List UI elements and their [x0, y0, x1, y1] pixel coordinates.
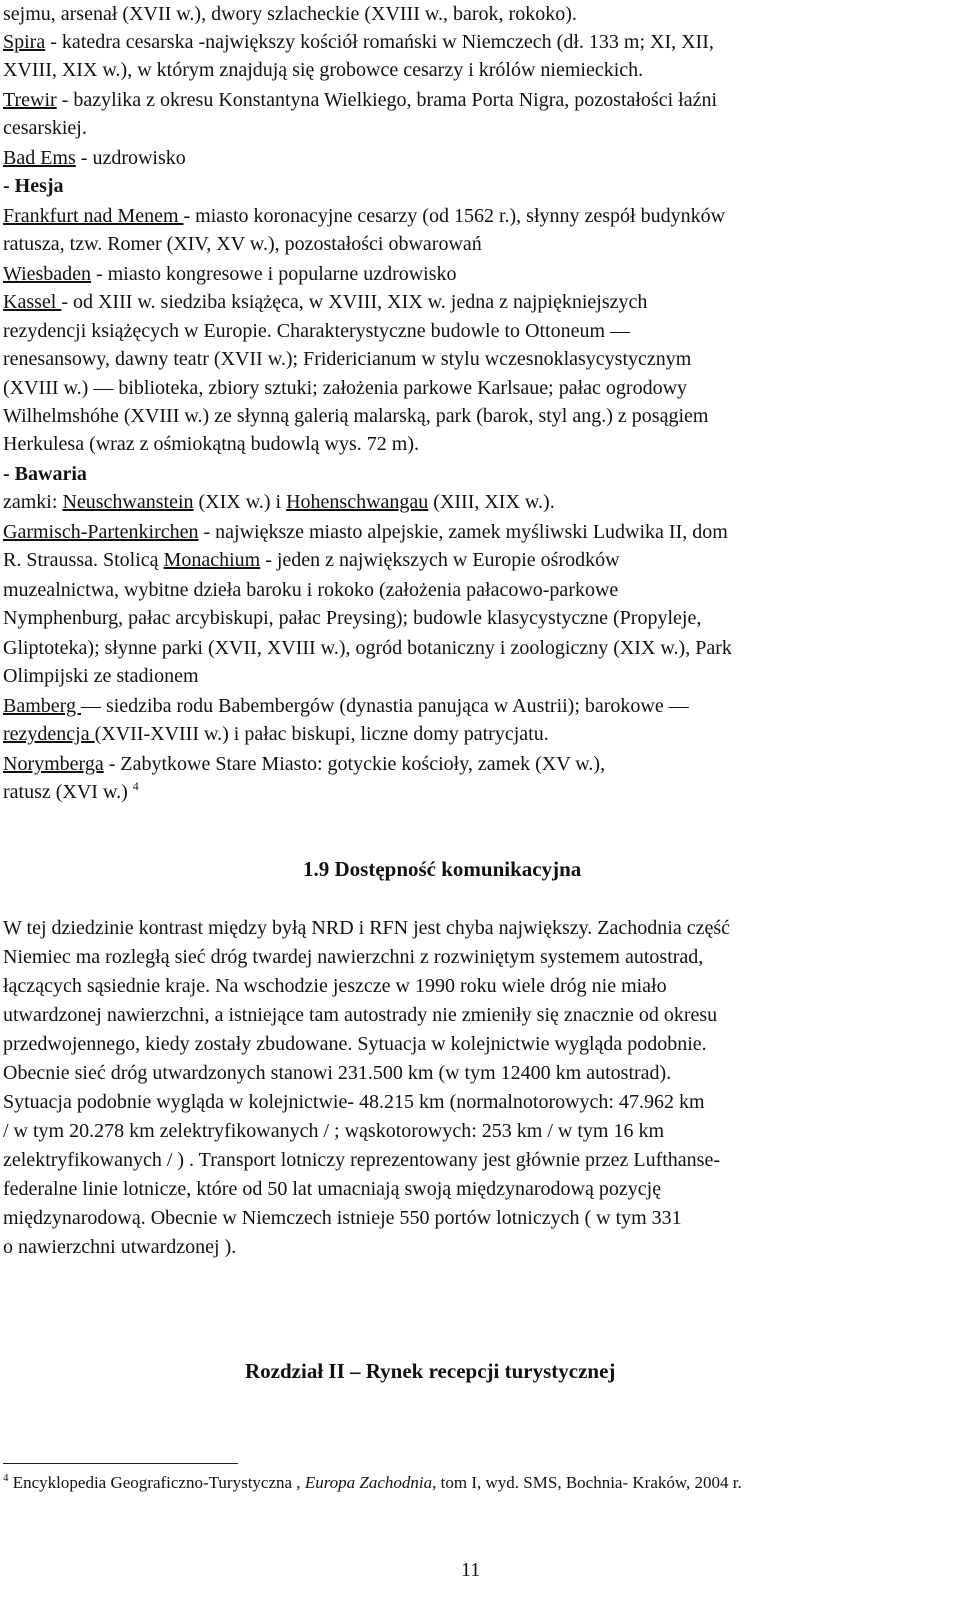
text-line: [3, 634, 732, 662]
text-line: [3, 114, 87, 142]
line-text: Gliptoteka); słynne parki (XVII, XVIII w.), ogród botaniczny i zoologiczny (XIX w.), Park: [3, 637, 732, 659]
text-line: [3, 374, 687, 402]
region-heading: - Hesja: [3, 175, 64, 197]
text-line: [3, 144, 186, 172]
line-text: (XVII-XVIII w.) i pałac biskupi, liczne domy patrycjatu.: [94, 723, 549, 745]
line-text: - największe miasto alpejskie, zamek myśliwski Ludwika II, dom: [198, 521, 728, 543]
place-name: Trewir: [3, 89, 57, 111]
place-name: Bad Ems: [3, 147, 76, 169]
place-name: Spira: [3, 31, 46, 53]
place-name: Wiesbaden: [3, 263, 92, 285]
place-name: Norymberga: [3, 753, 104, 775]
place-name: Bamberg: [3, 695, 81, 717]
line-text: - jeden z największych w Europie ośrodków: [260, 549, 620, 571]
text-line: [3, 518, 728, 546]
line-text: - od XIII w. siedziba książęca, w XVIII, XIX w. jedna z najpiękniejszych: [61, 291, 648, 313]
place-name: Frankfurt nad Menem: [3, 205, 184, 227]
footnote-mark: 4: [3, 1472, 9, 1484]
paragraph-line: Sytuacja podobnie wygląda w kolejnictwie- 48.215 km (normalnotorowych: 47.962 km: [3, 1091, 705, 1113]
text-line: [3, 0, 577, 28]
line-text: (XIII, XIX w.).: [428, 491, 555, 513]
line-text: ratusz (XVI w.): [3, 781, 133, 803]
paragraph-line: międzynarodową. Obecnie w Niemczech istnieje 550 portów lotniczych ( w tym 331: [3, 1207, 682, 1229]
text-line: [3, 720, 549, 748]
paragraph-line: przedwojennego, kiedy zostały zbudowane. Sytuacja w kolejnictwie wygląda podobnie.: [3, 1033, 707, 1055]
line-text: XVIII, XIX w.), w którym znajdują się grobowce cesarzy i królów niemieckich.: [3, 59, 644, 81]
footnote-ref: 4: [132, 779, 139, 793]
line-text: — siedziba rodu Babembergów (dynastia panująca w Austrii); barokowe —: [80, 695, 689, 717]
text-line: [3, 230, 482, 258]
region-heading: - Bawaria: [3, 463, 87, 485]
chapter-heading: Rozdział II – Rynek recepcji turystycznej: [245, 1359, 616, 1383]
text-line: [3, 692, 689, 720]
text-line: [3, 56, 643, 84]
text-line: [3, 778, 139, 806]
text-line: [3, 345, 691, 373]
footnote-text-after: , tom I, wyd. SMS, Bochnia- Kraków, 2004 r.: [432, 1473, 742, 1492]
text-line: [3, 86, 717, 114]
line-text: Nymphenburg, pałac arcybiskupi, pałac Preysing); budowle klasycystyczne (Propyleje,: [3, 607, 702, 629]
text-line: [3, 662, 199, 690]
line-text: - miasto kongresowe i popularne uzdrowisko: [91, 263, 457, 285]
section-heading: 1.9 Dostępność komunikacyjna: [303, 857, 582, 881]
line-text: zamki:: [3, 491, 63, 513]
line-text: - bazylika z okresu Konstantyna Wielkiego, brama Porta Nigra, pozostałości łaźni: [56, 89, 718, 111]
paragraph-line: utwardzonej nawierzchni, a istniejące tam autostrady nie zmieniły się znacznie od okresu: [3, 1004, 718, 1026]
place-name: rezydencja: [3, 723, 95, 745]
text-line: [3, 604, 701, 632]
paragraph-line: Obecnie sieć dróg utwardzonych stanowi 231.500 km (w tym 12400 km autostrad).: [3, 1062, 672, 1084]
line-text: - katedra cesarska -największy kościół romański w Niemczech (dł. 133 m; XI, XII,: [45, 31, 714, 53]
paragraph-line: o nawierzchni utwardzonej ).: [3, 1236, 237, 1258]
text-line: [3, 750, 605, 778]
paragraph-line: federalne linie lotnicze, które od 50 lat umacniają swoją międzynarodową pozycję: [3, 1178, 662, 1200]
line-text: ratusza, tzw. Romer (XIV, XV w.), pozostałości obwarowań: [3, 233, 482, 255]
line-text: (XIX w.) i: [193, 491, 287, 513]
footnote-text-before: Encyklopedia Geograficzno-Turystyczna ,: [8, 1473, 305, 1492]
place-name: Kassel: [3, 291, 62, 313]
text-line: [3, 460, 87, 488]
line-text: Herkulesa (wraz z ośmiokątną budowlą wys. 72 m).: [3, 433, 419, 455]
text-line: [3, 288, 647, 316]
line-text: muzealnictwa, wybitne dzieła baroku i rokoko (założenia pałacowo-parkowe: [3, 579, 619, 601]
line-text: Wilhelmshóhe (XVIII w.) ze słynną galerią malarską, park (barok, styl ang.) z posągiem: [3, 405, 709, 427]
text-line: [3, 430, 419, 458]
line-text: sejmu, arsenał (XVII w.), dwory szlacheckie (XVIII w., barok, rokoko).: [3, 3, 577, 25]
page-number: 11: [461, 1559, 481, 1581]
text-line: [3, 317, 630, 345]
footnote-title: Europa Zachodnia: [304, 1473, 433, 1492]
place-name: Hohenschwangau: [286, 491, 429, 513]
paragraph-line: Niemiec ma rozległą sieć dróg twardej nawierzchni z rozwiniętym systemem autostrad,: [3, 946, 704, 968]
text-line: [3, 402, 708, 430]
place-name: Monachium: [163, 549, 261, 571]
line-text: - uzdrowisko: [75, 147, 186, 169]
text-line: [3, 576, 618, 604]
line-text: renesansowy, dawny teatr (XVII w.); Fridericianum w stylu wczesnoklasycystycznym: [3, 348, 692, 370]
paragraph-line: W tej dziedzinie kontrast między byłą NRD i RFN jest chyba największy. Zachodnia część: [3, 917, 731, 939]
place-name: Neuschwanstein: [62, 491, 194, 513]
line-text: rezydencji książęcych w Europie. Charakterystyczne budowle to Ottoneum —: [3, 320, 631, 342]
line-text: cesarskiej.: [3, 117, 87, 139]
text-line: [3, 28, 714, 56]
footnote-separator: [3, 1463, 238, 1464]
line-text: Olimpijski ze stadionem: [3, 665, 199, 687]
paragraph-line: / w tym 20.278 km zelektryfikowanych / ; wąskotorowych: 253 km / w tym 16 km: [3, 1120, 665, 1142]
line-text: - miasto koronacyjne cesarzy (od 1562 r.), słynny zespół budynków: [183, 205, 726, 227]
line-text: (XVIII w.) — biblioteka, zbiory sztuki; założenia parkowe Karlsaue; pałac ogrodowy: [3, 377, 688, 399]
text-line: [3, 488, 555, 516]
text-line: [3, 260, 457, 288]
place-name: Garmisch-Partenkirchen: [3, 521, 199, 543]
line-text: R. Straussa. Stolicą: [3, 549, 164, 571]
paragraph-line: łączących sąsiednie kraje. Na wschodzie jeszcze w 1990 roku wiele dróg nie miało: [3, 975, 667, 997]
text-line: [3, 202, 725, 230]
paragraph-line: zelektryfikowanych / ) . Transport lotniczy reprezentowany jest głównie przez Lufthanse-: [3, 1149, 720, 1171]
text-line: [3, 172, 64, 200]
line-text: - Zabytkowe Stare Miasto: gotyckie kościoły, zamek (XV w.),: [103, 753, 606, 775]
text-line: [3, 546, 620, 574]
footnote: [3, 1472, 742, 1494]
